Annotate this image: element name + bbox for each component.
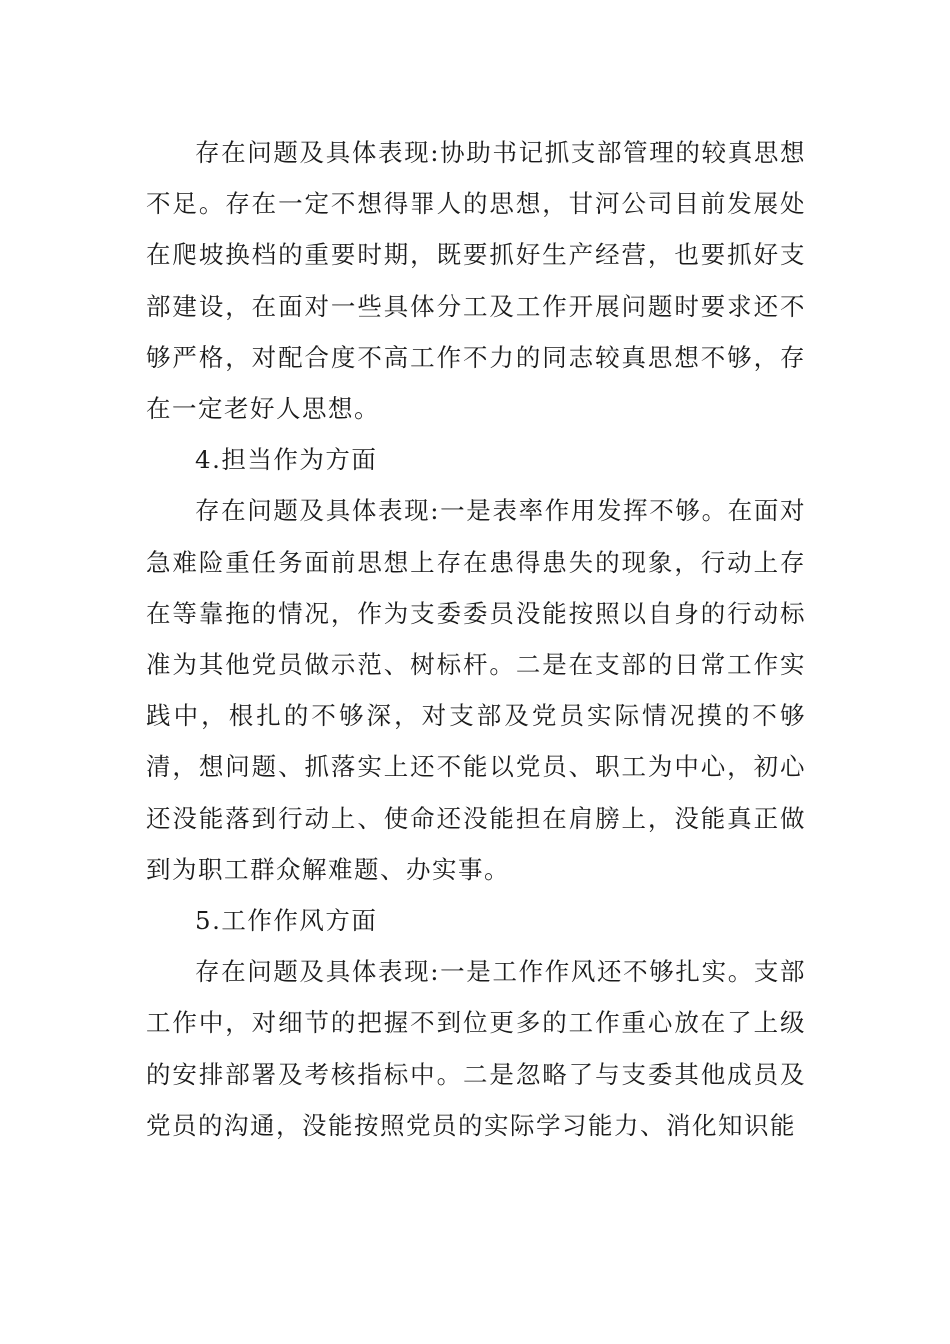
- paragraph-work-style-issues: 存在问题及具体表现:一是工作作风还不够扎实。支部工作中，对细节的把握不到位更多的工作重心放在了上级的安排部署及考核指标中。二是忽略了与支委其他成员及党员的沟通，没能按照党员的实际学习能力、消化知识能: [146, 957, 806, 1140]
- section-heading-responsibility: 4.担当作为方面: [195, 445, 378, 475]
- paragraph-responsibility-issues: 存在问题及具体表现:一是表率作用发挥不够。在面对急难险重任务面前思想上存在患得患失的现象，行动上存在等靠拖的情况，作为支委委员没能按照以自身的行动标准为其他党员做示范、树标杆。二是在支部的日常工作实践中，根扎的不够深，对支部及党员实际情况摸的不够清，想问题、抓落实上还不能以党员、职工为中心，初心还没能落到行动上、使命还没能担在肩膀上，没能真正做到为职工群众解难题、办实事。: [146, 496, 806, 884]
- section-heading-work-style: 5.工作作风方面: [195, 906, 378, 936]
- document-body: [146, 127, 806, 1151]
- paragraph-loyalty-issues: 存在问题及具体表现:协助书记抓支部管理的较真思想不足。存在一定不想得罪人的思想，甘河公司目前发展处在爬坡换档的重要时期，既要抓好生产经营，也要抓好支部建设，在面对一些具体分工及工作开展问题时要求还不够严格，对配合度不高工作不力的同志较真思想不够，存在一定老好人思想。: [146, 138, 806, 424]
